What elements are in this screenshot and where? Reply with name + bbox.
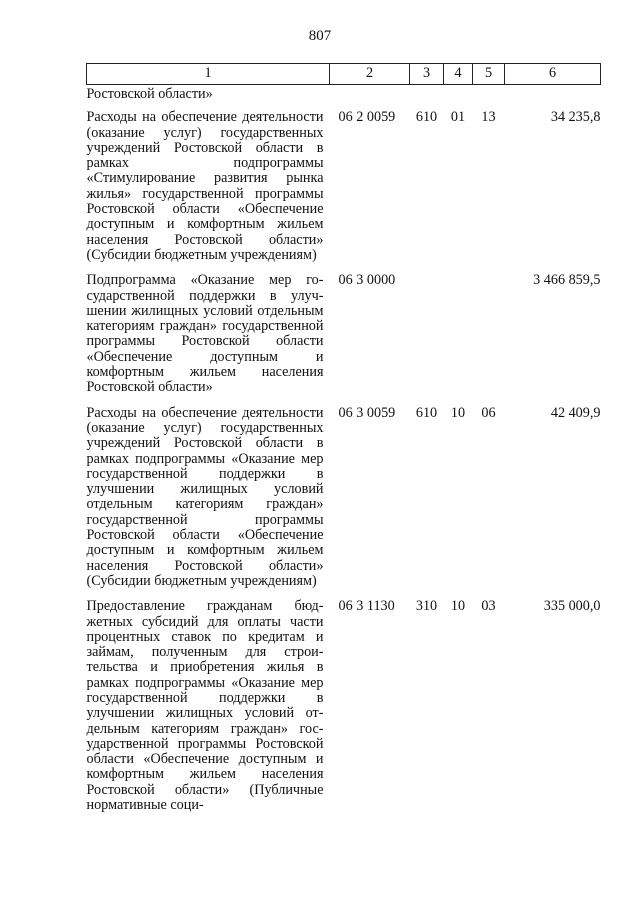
row-sum: 34 235,8: [550, 109, 601, 126]
row-pr: 06: [481, 404, 496, 421]
header-col-4: 4: [444, 64, 473, 85]
row-name: Ростовской области»: [86, 86, 213, 102]
table-row: [87, 595, 601, 819]
row-vr: 610: [415, 404, 438, 421]
row-code: [330, 85, 410, 107]
header-col-1: 1: [87, 64, 330, 85]
row-code: 06 3 0000: [338, 272, 396, 289]
budget-table: [86, 63, 601, 819]
table-row: [87, 269, 601, 401]
row-vr: [410, 269, 444, 401]
table-row: [87, 106, 601, 269]
table-header: [87, 64, 601, 85]
row-rz: [444, 269, 473, 401]
row-pr: 03: [481, 598, 496, 615]
row-rz: 01: [450, 109, 466, 126]
row-name: Расходы на обеспечение деятельности (оказание услуг) государственных учреждений Ростовской области в рамках подпрограммы «Стимулирование развития рынка жилья» государственной программы Ростовской области «Обеспечение доступным и комфортным жильем населения Ростовской области» (Субсидии бюджетным учреждениям): [86, 109, 324, 263]
table-body: [87, 85, 601, 820]
row-code: 06 3 1130: [338, 598, 395, 615]
header-col-6: 6: [505, 64, 601, 85]
row-code: 06 3 0059: [338, 404, 396, 421]
page-number: 807: [308, 28, 332, 44]
row-vr: 610: [415, 109, 438, 126]
row-vr: [410, 85, 444, 107]
row-rz: [444, 85, 473, 107]
header-col-2: 2: [330, 64, 410, 85]
header-col-3: 3: [410, 64, 444, 85]
row-pr: 13: [481, 109, 496, 126]
table-row: [87, 402, 601, 596]
row-name: Расходы на обеспечение деятельности (оказание услуг) государственных учреждений Ростовской области в рамках подпрограммы «Оказание мер государственной поддержки в улучшении жилищных условий отдельным категориям граждан» государственной программы Ростовской области «Обеспечение доступным и комфортным жильем населения Ростовской области» (Субсидии бюджетным учреждениям): [86, 404, 324, 589]
row-rz: 10: [450, 404, 466, 421]
header-col-5: 5: [473, 64, 505, 85]
row-name: Предоставление гражданам бюджетных субсидий для оплаты части процентных ставок по кредитам и займам, полученным для строительства и приобретения жилья в рамках подпрограммы «Оказание мер государственной поддержки в улучшении жилищных условий отдельным категориям граждан» государственной программы Ростовской области «Обеспечение доступным и комфортным жильем населения Ростовской области» (Публичные нормативные соци-: [86, 598, 324, 814]
row-code: 06 2 0059: [338, 109, 396, 126]
row-rz: 10: [450, 598, 466, 615]
row-pr: [473, 269, 505, 401]
row-sum: 3 466 859,5: [533, 272, 601, 289]
row-name: Подпрограмма «Оказание мер государственной поддержки в улучшении жилищных условий отдельным категориям граждан» государственной программы Ростовской области «Обеспечение доступным и комфортным жильем населения Ростовской области»: [86, 272, 324, 396]
row-sum: 335 000,0: [543, 598, 601, 615]
row-sum: 42 409,9: [550, 404, 601, 421]
row-vr: 310: [415, 598, 438, 615]
header-row: [87, 64, 601, 85]
row-sum: [505, 85, 601, 107]
table-row: [87, 85, 601, 107]
row-pr: [473, 85, 505, 107]
